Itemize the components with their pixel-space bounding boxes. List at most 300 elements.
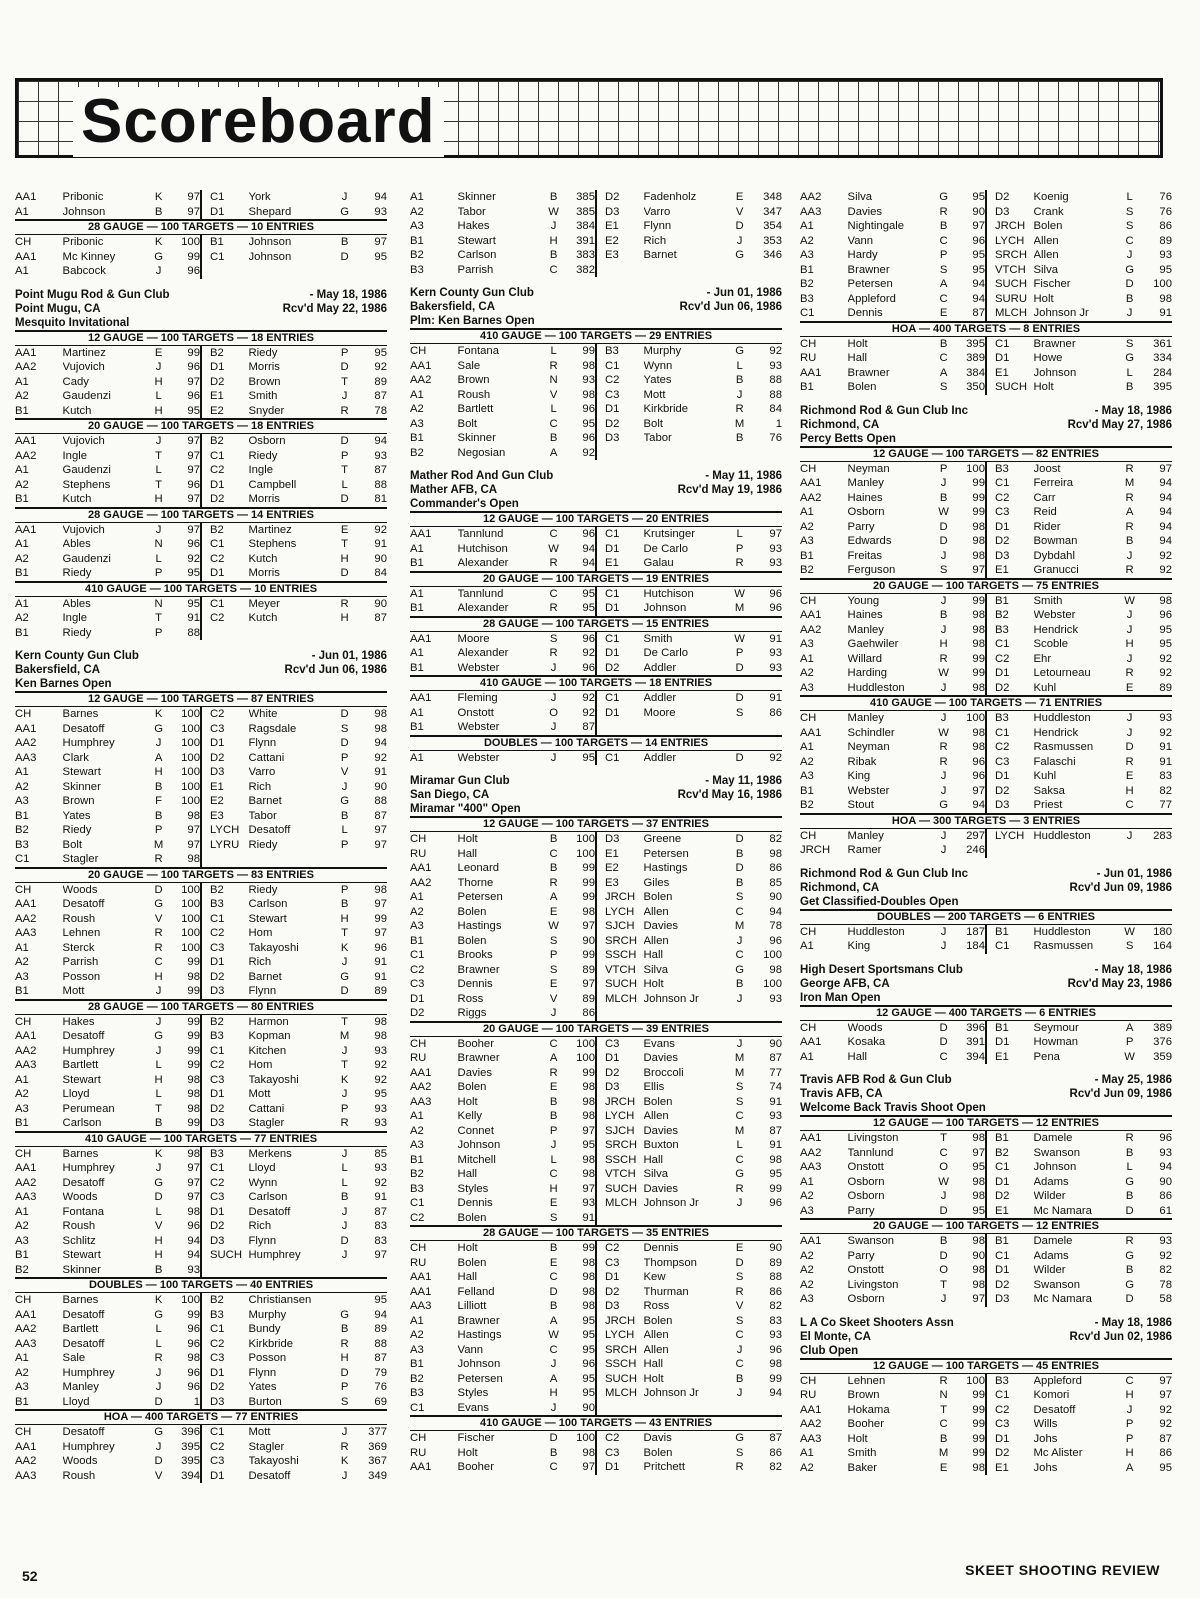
shooter-name: Brawner (1033, 337, 1076, 350)
initial: W (734, 632, 745, 645)
class-cell: AA1 (410, 1461, 432, 1473)
class-cell: SUCH (596, 1372, 644, 1387)
score: 99 (972, 667, 985, 679)
initial: O (939, 1264, 949, 1276)
initial: B (154, 1263, 163, 1276)
class-cell: AA2 (410, 1081, 432, 1093)
result-row (410, 248, 782, 263)
score: 95 (582, 1343, 595, 1356)
class-cell: A2 (15, 956, 29, 968)
score: 77 (1159, 799, 1172, 811)
score: 95 (972, 191, 985, 203)
score: 97 (972, 784, 985, 797)
shooter-name: Tabor (643, 432, 672, 444)
class-cell: AA2 (15, 1323, 37, 1335)
score: 98 (187, 1352, 200, 1364)
class-cell: MLCH (986, 306, 1034, 321)
score: 99 (187, 250, 200, 263)
class-cell: B1 (800, 381, 814, 393)
score: 95 (187, 404, 200, 417)
initial: W (734, 587, 745, 600)
initial: S (549, 963, 558, 976)
initial: D (939, 1204, 948, 1217)
shooter-name: Hom (248, 1059, 273, 1071)
result-row (800, 234, 1172, 249)
shooter-name: Desatoff (62, 898, 105, 910)
club-header (410, 469, 782, 511)
initial: E (1125, 681, 1134, 694)
result-row (800, 1461, 1172, 1476)
shooter-name: Brawner (457, 963, 500, 976)
class-cell: B3 (986, 462, 1034, 477)
result-row (800, 292, 1172, 307)
class-cell: CH (15, 1015, 32, 1028)
shooter-name: Mc Namara (1033, 1204, 1092, 1217)
shooter-name: Smith (643, 632, 673, 645)
score: 97 (187, 1176, 200, 1189)
class-cell: C3 (596, 388, 644, 403)
class-cell: A2 (410, 403, 424, 415)
shooter-name: Pribonic (62, 191, 104, 203)
result-row (410, 905, 782, 920)
initial: P (549, 949, 558, 961)
shooter-name: Hutchison (457, 542, 508, 555)
result-row (15, 926, 387, 941)
shooter-name: Posson (248, 1352, 287, 1364)
initial: B (1125, 535, 1134, 547)
club-location: Richmond, CA (800, 881, 880, 894)
shooter-name: Merkens (248, 1147, 292, 1160)
initial: R (735, 1285, 744, 1298)
results-table (410, 691, 782, 735)
results-column-3 (800, 190, 1172, 1475)
score: 96 (187, 1220, 200, 1232)
shooter-name: Evans (457, 1401, 489, 1414)
class-cell: AA3 (15, 1059, 37, 1071)
class-cell: MLCH (596, 992, 644, 1007)
class-cell: CH (410, 1037, 427, 1050)
class-cell: D1 (201, 1366, 249, 1381)
class-cell: JRCH (596, 890, 644, 905)
initial: J (1126, 249, 1133, 261)
class-cell: A1 (15, 1205, 29, 1218)
score: 283 (1153, 829, 1172, 842)
class-cell: AA1 (410, 1271, 432, 1283)
class-cell: LYCH (596, 1109, 644, 1124)
class-cell: B1 (410, 1153, 424, 1166)
class-cell: B1 (410, 721, 424, 733)
club-location-row (410, 483, 782, 497)
class-cell: C1 (596, 632, 644, 647)
initial: P (154, 567, 163, 579)
score: 93 (1159, 249, 1172, 261)
score: 97 (1159, 1389, 1172, 1401)
initial: C (735, 1110, 744, 1122)
shoot-date: - May 18, 1986 (1094, 1316, 1172, 1329)
score: 92 (374, 1073, 387, 1086)
result-row (15, 1322, 387, 1337)
class-cell: D2 (596, 417, 644, 432)
score: 98 (374, 722, 387, 735)
initial: C (735, 949, 744, 961)
class-cell: A3 (15, 795, 29, 807)
score: 95 (374, 1294, 387, 1306)
class-cell: C1 (596, 587, 644, 602)
result-row (800, 1234, 1172, 1249)
score: 98 (972, 1132, 985, 1144)
result-row (800, 666, 1172, 681)
score: 98 (972, 726, 985, 739)
score: 92 (374, 1176, 387, 1189)
shooter-name: Babcock (62, 265, 106, 277)
initial: W (938, 506, 949, 518)
score: 99 (972, 506, 985, 518)
initial: G (154, 1308, 164, 1321)
class-cell: B1 (986, 925, 1034, 940)
class-cell: C1 (596, 359, 644, 374)
class-cell: D2 (596, 1066, 644, 1081)
shoot-date: - May 25, 1986 (1094, 1074, 1172, 1086)
class-cell: D2 (201, 751, 249, 766)
initial: B (340, 898, 349, 910)
initial: R (1125, 755, 1134, 768)
results-column-2 (410, 190, 782, 1475)
club-name-row (410, 469, 782, 483)
class-cell: SUCH (596, 977, 644, 992)
score: 99 (374, 912, 387, 925)
shooter-name: Desatoff (62, 722, 105, 735)
shooter-name: Parrish (62, 956, 99, 968)
class-cell: A1 (15, 265, 29, 277)
score: 98 (187, 1205, 200, 1218)
score: 98 (972, 1235, 985, 1247)
score: 100 (576, 1432, 595, 1444)
class-cell: CH (410, 833, 427, 845)
class-cell: A2 (410, 905, 424, 918)
initial: J (341, 780, 348, 793)
shooter-name: Styles (457, 1387, 489, 1399)
initial: J (155, 265, 162, 277)
class-cell: AA1 (15, 1162, 37, 1174)
shooter-name: Roush (457, 388, 491, 401)
initial: R (549, 602, 558, 614)
class-cell: AA3 (15, 751, 37, 764)
shooter-name: Dennis (643, 1242, 679, 1254)
score: 98 (769, 847, 782, 860)
shooter-name: Fischer (1033, 278, 1071, 290)
shooter-name: Bolen (643, 891, 673, 903)
shooter-name: Martinez (62, 346, 106, 359)
class-cell: D2 (986, 534, 1034, 549)
initial: J (940, 940, 947, 952)
shooter-name: Krutsinger (643, 528, 696, 540)
class-cell: SUCH (986, 277, 1034, 292)
initial (335, 852, 354, 867)
results-section (15, 418, 387, 507)
initial: K (154, 1147, 163, 1160)
class-cell: D2 (986, 190, 1034, 205)
score: 91 (1159, 741, 1172, 753)
class-cell: C1 (986, 726, 1034, 741)
shooter-name: Silva (643, 1168, 669, 1180)
initial: L (155, 1205, 162, 1218)
class-cell: AA1 (800, 1403, 822, 1416)
results-section (410, 616, 782, 676)
score: 350 (966, 381, 985, 393)
results-table (800, 337, 1172, 395)
score: 93 (374, 205, 387, 218)
score: 98 (972, 741, 985, 753)
initial: L (155, 464, 162, 476)
initial: D (340, 985, 349, 997)
initial: K (154, 1294, 163, 1306)
shooter-name: Holt (643, 978, 664, 990)
score: 87 (769, 1124, 782, 1137)
class-cell: B1 (15, 493, 29, 505)
class-cell: LYCH (986, 234, 1034, 249)
initial: S (939, 381, 948, 393)
initial: R (1125, 564, 1134, 576)
initial: P (735, 647, 744, 659)
score: 99 (187, 1030, 200, 1042)
results-section (410, 1415, 782, 1475)
result-row (15, 1087, 387, 1102)
initial: G (154, 898, 164, 910)
shooter-name: Humphrey (62, 1366, 115, 1379)
initial: P (154, 824, 163, 836)
initial: T (940, 1403, 948, 1416)
score: 395 (181, 1455, 200, 1467)
score: 98 (1159, 292, 1172, 305)
score: 95 (582, 602, 595, 614)
shooter-name: Barnet (248, 795, 282, 807)
class-cell: C1 (201, 1161, 249, 1176)
class-cell: CH (800, 1374, 817, 1387)
result-row (15, 852, 387, 867)
class-cell (596, 263, 644, 278)
initial: C (735, 1358, 744, 1370)
initial: O (549, 706, 559, 719)
club-location: Travis AFB, CA (800, 1088, 883, 1100)
shooter-name: Woods (62, 1455, 98, 1467)
shooter-name: Sterck (62, 941, 95, 954)
initial: G (340, 970, 349, 983)
class-cell: D2 (201, 1380, 249, 1395)
class-cell: AA1 (410, 359, 432, 372)
class-cell: E1 (596, 219, 644, 234)
shooter-name: Cattani (248, 1102, 285, 1115)
event-name: Miramar "400" Open (410, 803, 521, 815)
shooter-name (644, 720, 731, 735)
result-row (800, 608, 1172, 623)
shooter-name: Rider (1033, 520, 1061, 533)
result-row (15, 478, 387, 493)
score: 96 (187, 265, 200, 277)
shooter-name: Holt (457, 1242, 478, 1254)
shooter-name: Koenig (1033, 191, 1069, 203)
initial: M (339, 1030, 350, 1042)
class-cell: B1 (15, 1395, 29, 1408)
shooter-name: Stephens (248, 538, 297, 550)
score: 83 (769, 1314, 782, 1327)
initial: R (549, 647, 558, 659)
result-row (410, 1256, 782, 1271)
club-location-row (15, 302, 387, 316)
score: 98 (374, 708, 387, 720)
shooter-name: Hall (643, 1153, 663, 1166)
class-cell: SSCH (596, 1357, 644, 1372)
score: 97 (582, 920, 595, 932)
shooter-name: Bolen (457, 1256, 487, 1269)
result-row (800, 1189, 1172, 1204)
initial: R (735, 557, 744, 569)
result-row (410, 556, 782, 571)
shooter-name: Rich (248, 780, 272, 793)
class-cell: A2 (15, 1366, 29, 1379)
initial: J (940, 770, 947, 782)
shooter-name: Yates (643, 374, 672, 386)
results-table (410, 587, 782, 616)
initial: L (341, 478, 348, 491)
shooter-name: Schindler (847, 726, 895, 739)
result-row (410, 601, 782, 616)
class-cell: C1 (986, 637, 1034, 652)
initial: G (1125, 1175, 1134, 1188)
shooter-name: Kutch (248, 552, 278, 565)
score: 98 (374, 1030, 387, 1042)
score: 98 (187, 1147, 200, 1160)
initial: B (549, 1110, 558, 1122)
class-cell: A1 (410, 542, 424, 555)
class-cell: AA2 (800, 191, 822, 203)
initial: P (340, 1102, 349, 1115)
shooter-name: Stephens (62, 478, 111, 491)
score: 99 (187, 1044, 200, 1057)
score: 96 (582, 632, 595, 645)
score: 99 (972, 1418, 985, 1430)
shooter-name: Letourneau (1033, 667, 1091, 679)
initial: L (736, 359, 743, 372)
class-cell: A1 (15, 464, 29, 476)
shooter-name (644, 1211, 731, 1226)
shooter-name: Osborn (847, 1293, 885, 1305)
shooter-name: York (248, 191, 271, 203)
shooter-name: Riedy (248, 346, 278, 359)
shooter-name: Schlitz (62, 1234, 96, 1247)
class-cell: D1 (596, 706, 644, 721)
event-name: Get Classified-Doubles Open (800, 895, 959, 908)
result-row (410, 1109, 782, 1124)
score: 95 (374, 250, 387, 263)
score (749, 446, 782, 461)
shooter-name: Wilder (1033, 1190, 1066, 1202)
class-cell: AA3 (15, 1191, 37, 1203)
result-row (410, 1386, 782, 1401)
initial: L (155, 1088, 162, 1100)
shooter-name: Johnson Jr (643, 992, 699, 1005)
class-cell: B2 (410, 1372, 424, 1385)
shooter-name: Huddleston (847, 925, 905, 938)
initial: N (154, 538, 163, 550)
shooter-name: Kirkbride (248, 1337, 294, 1350)
shooter-name: Johnson (1033, 366, 1077, 379)
score: 180 (1153, 925, 1172, 938)
initial: J (550, 751, 557, 764)
initial: C (939, 352, 948, 364)
event-header: 410 GAUGE — 100 TARGETS — 77 ENTRIES (15, 1131, 387, 1147)
score: 95 (1159, 623, 1172, 636)
initial: E (939, 307, 948, 319)
class-cell: B3 (410, 263, 424, 276)
class-cell: B1 (15, 985, 29, 997)
score: 92 (374, 1059, 387, 1071)
class-cell: A2 (15, 478, 29, 491)
score: 96 (187, 1381, 200, 1393)
score: 90 (972, 205, 985, 218)
shooter-name: Johnson (248, 236, 292, 248)
initial: B (340, 236, 349, 248)
class-cell: B3 (201, 1147, 249, 1162)
class-cell: SURU (986, 292, 1034, 307)
initial: P (340, 883, 349, 896)
shooter-name: Barnes (62, 708, 99, 720)
score: 84 (374, 567, 387, 579)
score: 92 (582, 692, 595, 704)
shooter-name: Riggs (457, 1007, 487, 1019)
club-location-row (800, 977, 1172, 991)
initial: A (549, 1372, 558, 1385)
class-cell: C1 (986, 476, 1034, 491)
class-cell: C3 (596, 1037, 644, 1052)
shooter-name: Thorne (457, 876, 494, 889)
result-row (15, 463, 387, 478)
shooter-name: Alexander (457, 557, 509, 569)
initial: C (735, 1329, 744, 1341)
result-row (800, 520, 1172, 535)
shooter-name: Livingston (847, 1132, 899, 1144)
shooter-name: Wynn (248, 1176, 278, 1189)
shooter-name: Swanson (847, 1235, 895, 1247)
initial: J (940, 784, 947, 797)
shooter-name: Dennis (847, 307, 883, 319)
initial: E (1125, 770, 1134, 782)
results-section (15, 581, 387, 641)
result-row (410, 661, 782, 676)
shooter-name: Gaudenzi (62, 552, 111, 565)
initial: M (153, 838, 164, 851)
class-cell: C2 (410, 963, 425, 976)
class-cell: D3 (596, 1080, 644, 1095)
results-section (410, 675, 782, 735)
class-cell: D2 (410, 1007, 425, 1019)
score: 86 (769, 1446, 782, 1459)
class-cell: E3 (201, 809, 249, 824)
shooter-name: Osborn (847, 506, 885, 518)
initial: T (341, 538, 349, 550)
initial: T (155, 1102, 163, 1115)
shooter-name: Vujovich (62, 523, 105, 536)
results-table (15, 597, 387, 641)
score: 76 (1159, 191, 1172, 203)
score: 96 (187, 1366, 200, 1379)
result-row (410, 1460, 782, 1475)
score: 96 (769, 587, 782, 600)
score: 96 (582, 432, 595, 444)
event-name: Welcome Back Travis Shoot Open (800, 1102, 986, 1114)
score: 98 (582, 1285, 595, 1298)
shoot-date: - May 11, 1986 (705, 470, 782, 482)
class-cell: CH (410, 1432, 427, 1444)
